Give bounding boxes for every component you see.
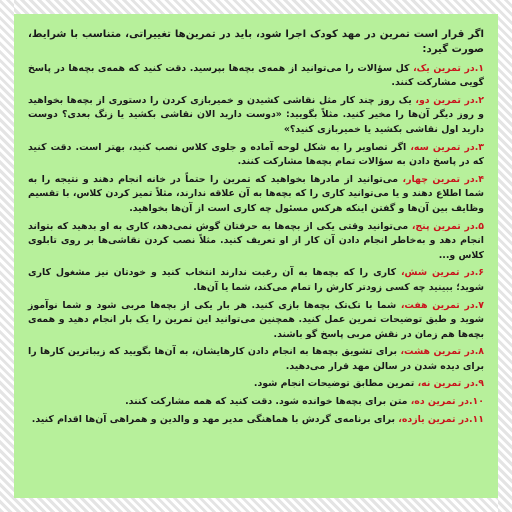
exercise-label: در تمرین یازده، xyxy=(398,413,469,425)
exercise-text: شما با تک‌تک بچه‌ها بازی کنید. هر بار یکی از بچه‌ها مربی شود و شما نوآموز شوید و طبق توضیحات تمرین عمل کنید. همچنین می‌توانید این تمرین را یک بار انجام دهید و همه‌ی بچه‌ها هم زمان در نقش مربی پاسخ گو باشند. xyxy=(28,299,484,340)
exercise-text: متن برای بچه‌ها خوانده شود. دقت کنید که همه مشارکت کنند. xyxy=(125,396,408,408)
exercise-item xyxy=(28,413,484,428)
exercise-text: اگر تصاویر را به شکل لوحه آماده و جلوی کلاس نصب کنید، بهتر است. دقت کنید که در پاسخ دادن به سؤالات تمام بچه‌ها مشارکت کنند. xyxy=(28,141,484,168)
exercise-number: ۶. xyxy=(474,267,484,279)
exercise-item xyxy=(28,220,484,264)
exercise-item xyxy=(28,299,484,343)
intro-heading: اگر قرار است تمرین در مهد کودک اجرا شود، باید در تمرین‌ها تغییراتی، متناسب با شرایط، صورت گیرد: xyxy=(28,29,484,55)
exercise-item xyxy=(28,377,484,392)
exercise-number: ۳. xyxy=(474,141,485,153)
exercise-text: تمرین مطابق توضیحات انجام شود. xyxy=(253,378,415,390)
exercise-number: ۷. xyxy=(474,299,484,311)
exercise-label: در تمرین ده، xyxy=(410,396,469,408)
exercise-text: برای تشویق بچه‌ها به انجام دادن کارهایشان، به آن‌ها بگویید که زیباترین کارها را برای دیده شدن در سالن مهد قرار می‌دهید. xyxy=(28,346,484,372)
exercise-item xyxy=(28,94,484,138)
decorative-border-top xyxy=(0,0,512,14)
exercise-item xyxy=(28,266,484,295)
exercise-text: برای برنامه‌ی گردش با هماهنگی مدیر مهد و والدین و همراهی آن‌ها اقدام کنید. xyxy=(31,413,396,425)
content-panel xyxy=(14,14,498,498)
exercise-label: در تمرین هشت، xyxy=(400,346,475,358)
exercise-label: در تمرین نه، xyxy=(417,378,475,390)
exercise-label: در تمرین یک، xyxy=(413,62,475,74)
exercise-item xyxy=(28,141,484,170)
decorative-border-right xyxy=(498,0,512,512)
exercise-text: کل سؤالات را می‌توانید از همه‌ی بچه‌ها بپرسید. دقت کنید که همه‌ی بچه‌ها در پاسخ گویی مشارکت کنند. xyxy=(28,62,484,89)
exercise-text: می‌توانید وقتی یکی از بچه‌ها به حرفتان گوش نمی‌دهد، کاری به او بدهید که بتواند انجام دهد و به‌خاطر انجام دادن آن کار از او تعریف کنید. مثلاً نصب کردن نقاشی‌ها بر روی تابلوی کلاس و... xyxy=(28,220,484,261)
exercise-number: ۱۱. xyxy=(468,413,484,425)
exercise-label: در تمرین دو، xyxy=(415,94,475,106)
exercise-item xyxy=(28,173,484,217)
decorative-border-left xyxy=(0,0,14,512)
exercise-number: ۸. xyxy=(474,346,485,358)
exercise-label: در تمرین شش، xyxy=(401,267,475,279)
exercise-number: ۹. xyxy=(474,378,484,390)
exercise-item xyxy=(28,62,484,91)
exercise-list xyxy=(28,62,484,428)
exercise-number: ۴. xyxy=(474,173,484,185)
exercise-item xyxy=(28,345,484,374)
exercise-text: کاری را که بچه‌ها به آن رغبت ندارند انتخاب کنید و خودتان نیز مشغول کاری شوید؛ ببینید چه کسی زودتر کارش را تمام می‌کند، شما یا آن‌ها. xyxy=(28,267,484,293)
exercise-number: ۵. xyxy=(474,220,485,232)
exercise-text: یک روز چند کار مثل نقاشی کشیدن و خمیربازی کردن را دستوری از بچه‌ها بخواهید و روز دیگر آن‌ها را مخیر کنید. مثلاً بگویید: «دوست دارید الان نقاشی بکشید یا زنگ بعدی؟ دوست دارید اول نقاشی بکشید یا خمیربازی کنید؟» xyxy=(28,94,484,135)
decorative-border-bottom xyxy=(0,498,512,512)
exercise-number: ۱. xyxy=(474,62,484,74)
exercise-number: ۱۰. xyxy=(468,396,484,408)
exercise-text: می‌توانید از مادرها بخواهید که تمرین را حتماً در خانه انجام دهند و نتیجه را به شما اطلاع دهند و یا می‌توانید کاری را که بچه‌ها به آن علاقه ندارند، مثلاً تمیز کردن کلاس، با تقسیم وظایف بین آن‌ها و گفتن اینکه هرکس مسئول چه کاری است از آن‌ها بخواهید. xyxy=(28,173,484,214)
exercise-item xyxy=(28,395,484,410)
exercise-label: در تمرین هفت، xyxy=(400,299,475,311)
exercise-label: در تمرین سه، xyxy=(410,141,475,153)
exercise-number: ۲. xyxy=(474,94,485,106)
exercise-label: در تمرین پنج، xyxy=(411,220,475,232)
exercise-label: در تمرین چهار، xyxy=(402,173,475,185)
